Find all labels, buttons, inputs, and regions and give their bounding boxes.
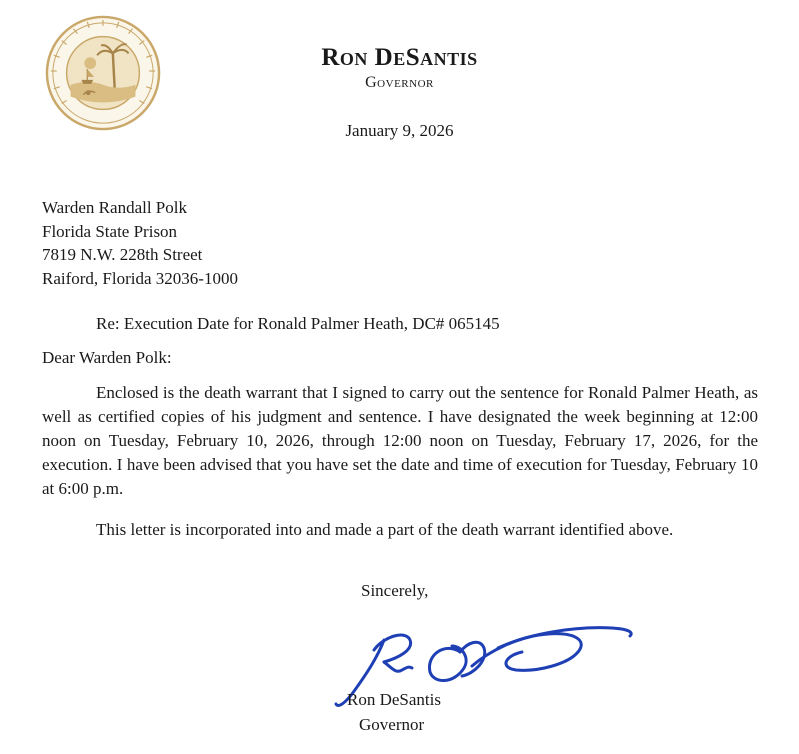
salutation: Dear Warden Polk: [42, 348, 172, 367]
signer-name: Ron DeSantis [347, 690, 441, 709]
signer-title: Governor [359, 715, 425, 734]
body-paragraph: Enclosed is the death warrant that I signed to carry out the sentence for Ronald Palmer Heath, as well as certified copies of his judgment and sentence. I have designated the week beginning at 12:00 noon on Tuesday, February 10, 2026, through 12:00 noon on Tuesday, February 17, 2026, for the execution. I have been advised that you have set the date and time of execution for Tuesday, February 10 at 6:00 p.m. [42, 383, 758, 498]
recipient-institution: Florida State Prison [42, 221, 178, 241]
governor-title-heading: Governor [365, 74, 434, 91]
recipient-name: Warden Randall Polk [42, 198, 187, 217]
body-paragraph: This letter is incorporated into and made a part of the death warrant identified above. [96, 520, 674, 539]
closing: Sincerely, [361, 581, 429, 600]
letter-date: January 9, 2026 [345, 121, 454, 140]
governor-name-heading: Ron DeSantis [321, 44, 478, 71]
recipient-address-block [42, 196, 238, 290]
recipient-street: 7819 N.W. 228th Street [42, 245, 203, 264]
recipient-city-state-zip: Raiford, Florida 32036-1000 [42, 268, 238, 288]
subject-line: Re: Execution Date for Ronald Palmer Heath, DC# 065145 [96, 314, 500, 333]
great-seal-of-florida-icon [44, 14, 162, 132]
